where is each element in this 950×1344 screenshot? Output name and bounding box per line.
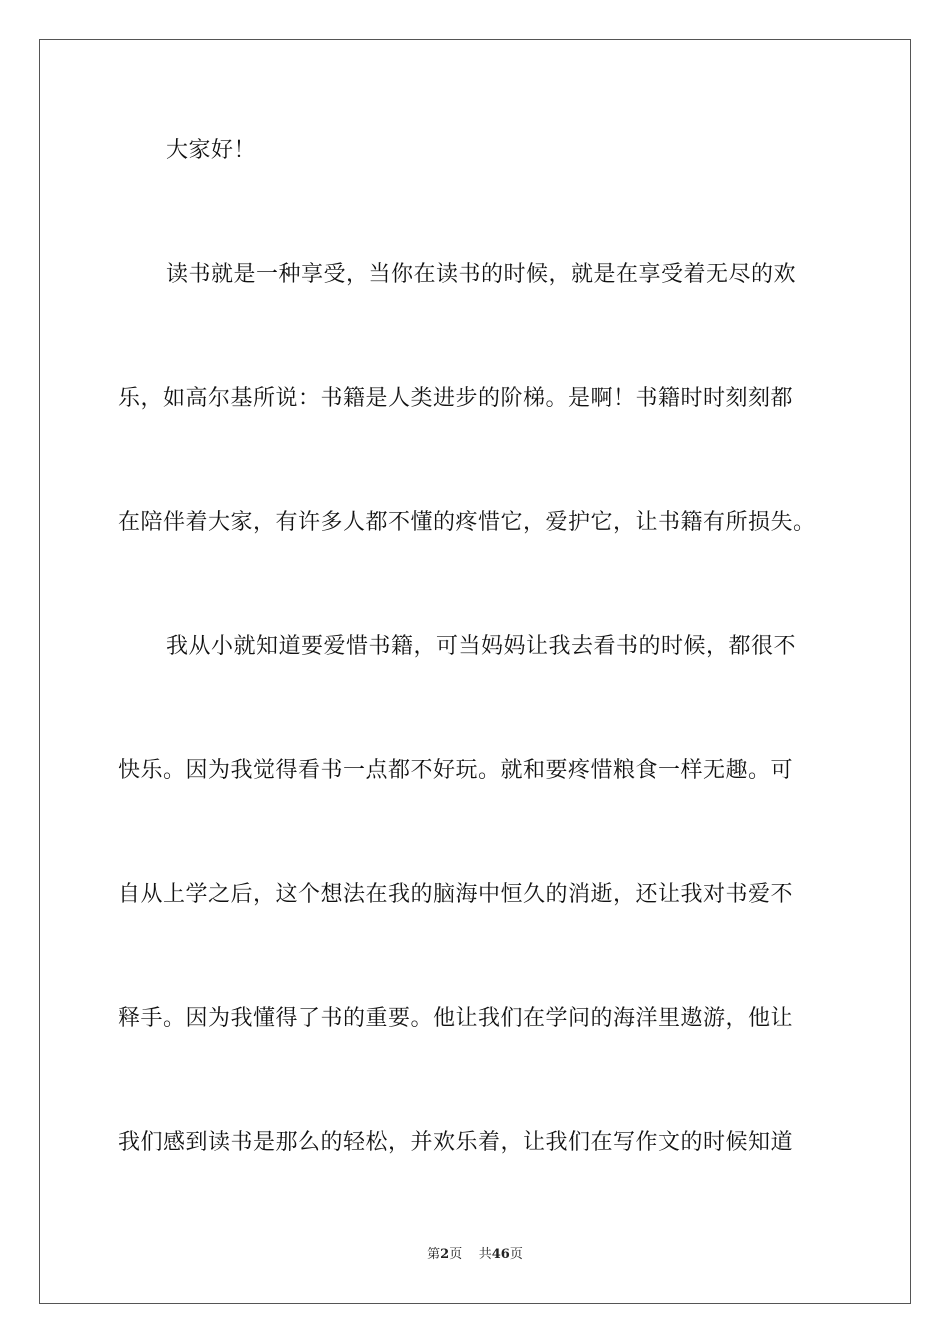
page-number: 2	[440, 1247, 450, 1262]
page-prefix: 第	[427, 1247, 441, 1262]
paragraph-line: 读书就是一种享受，当你在读书的时候，就是在享受着无尽的欢	[166, 262, 797, 287]
paragraph-line: 我们感到读书是那么的轻松，并欢乐着，让我们在写作文的时候知道	[118, 1130, 794, 1155]
paragraph-line: 自从上学之后，这个想法在我的脑海中恒久的消逝，还让我对书爱不	[118, 882, 794, 907]
greeting-line: 大家好！	[166, 138, 257, 163]
total-prefix: 共	[478, 1247, 492, 1262]
paragraph-line: 释手。因为我懂得了书的重要。他让我们在学问的海洋里遨游，他让	[118, 1006, 794, 1031]
page-suffix: 页	[449, 1247, 463, 1262]
total-pages: 46	[491, 1247, 510, 1262]
paragraph-line: 在陪伴着大家，有许多人都不懂的疼惜它，爱护它，让书籍有所损失。	[118, 510, 816, 535]
page-border	[39, 39, 911, 1304]
total-suffix: 页	[509, 1247, 523, 1262]
paragraph-line: 我从小就知道要爱惜书籍，可当妈妈让我去看书的时候，都很不	[166, 634, 797, 659]
paragraph-line: 快乐。因为我觉得看书一点都不好玩。就和要疼惜粮食一样无趣。可	[118, 758, 794, 783]
paragraph-line: 乐，如高尔基所说：书籍是人类进步的阶梯。是啊！书籍时时刻刻都	[118, 386, 794, 411]
page-footer	[0, 1246, 950, 1264]
